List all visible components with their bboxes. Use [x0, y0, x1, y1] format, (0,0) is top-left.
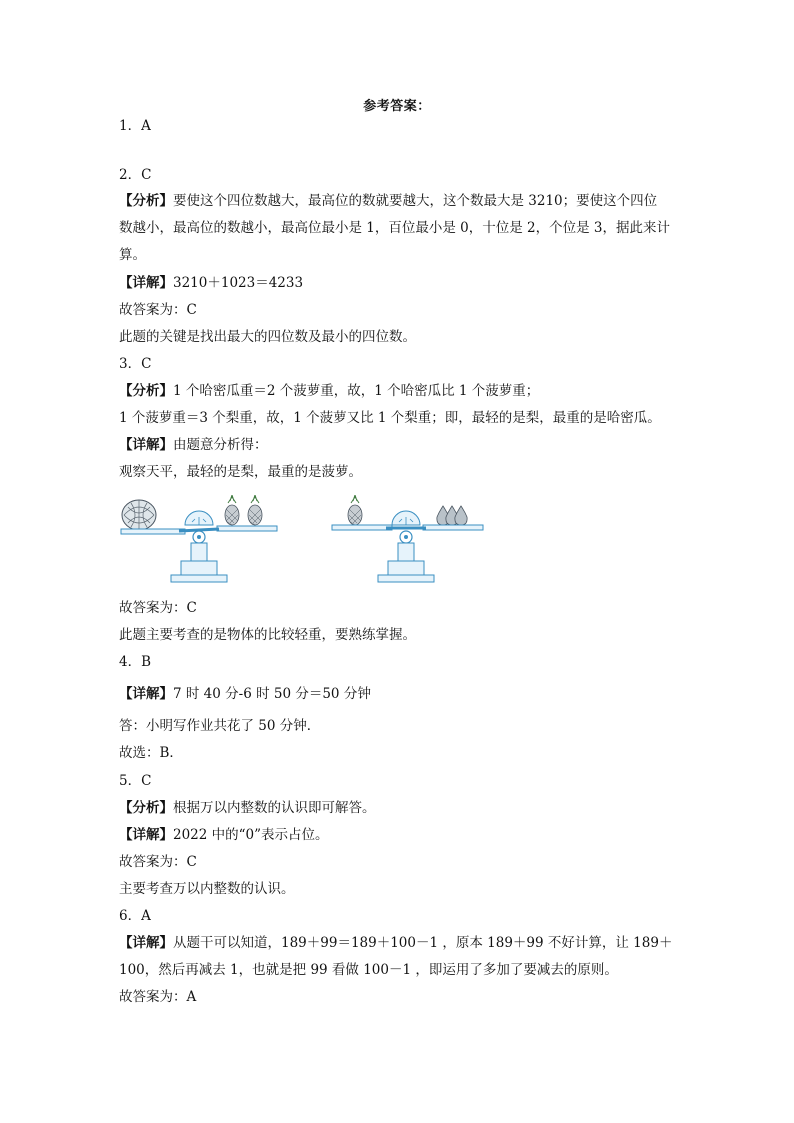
text-line: 此题主要考查的是物体的比较轻重，要熟练掌握。 [119, 627, 416, 643]
pineapple-icon [225, 495, 239, 525]
answer-line: 3．C [119, 356, 152, 372]
text-line: 故答案为：A [119, 989, 197, 1005]
answer-line: 5．C [119, 773, 152, 789]
text-line: 故答案为：C [119, 302, 197, 318]
answer-line: 1．A [119, 118, 151, 134]
text-line: 数越小，最高位的数越小，最高位最小是 1，百位最小是 0，十位是 2，个位是 3，据此来计 [119, 220, 671, 236]
text-line: 故选：B． [119, 745, 183, 761]
text-line: 主要考查万以内整数的认识。 [119, 881, 295, 897]
detail-line: 【详解】7 时 40 分-6 时 50 分＝50 分钟 [119, 686, 371, 702]
text-line: 算。 [119, 247, 146, 263]
page-title: 参考答案： [363, 99, 431, 114]
pineapple-icon [348, 495, 362, 525]
text-line: 100，然后再减去 1，也就是把 99 看做 100－1 ，即运用了多加了要减去的原则。 [119, 962, 618, 978]
text-line: 1 个菠萝重＝3 个梨重，故，1 个菠萝又比 1 个梨重；即，最轻的是梨，最重的是哈密瓜。 [119, 410, 661, 426]
detail-line: 【详解】由题意分析得： [119, 437, 268, 453]
answer-line: 2．C [119, 167, 152, 183]
detail-line: 【详解】2022 中的“0”表示占位。 [119, 827, 329, 843]
text-line: 答：小明写作业共花了 50 分钟． [119, 718, 321, 734]
detail-line: 【详解】从题干可以知道，189＋99＝189＋100－1 ，原本 189＋99 不好计算，让 189＋ [119, 935, 673, 951]
text-line: 故答案为：C [119, 600, 197, 616]
answer-line: 4．B [119, 654, 152, 670]
pear-icon [437, 506, 467, 525]
analysis-line: 【分析】要使这个四位数越大，最高位的数就要越大，这个数最大是 3210；要使这个四位 [119, 193, 658, 209]
detail-line: 【详解】3210＋1023＝4233 [119, 275, 304, 291]
text-line: 此题的关键是找出最大的四位数及最小的四位数。 [119, 329, 416, 345]
pineapple-icon [248, 495, 262, 525]
melon-icon [122, 500, 156, 530]
answer-line: 6．A [119, 908, 151, 924]
balance-scale-illustration-2 [330, 495, 485, 587]
analysis-line: 【分析】1 个哈密瓜重＝2 个菠萝重，故，1 个哈密瓜比 1 个菠萝重； [119, 383, 540, 399]
text-line: 观察天平，最轻的是梨，最重的是菠萝。 [119, 464, 362, 480]
analysis-line: 【分析】根据万以内整数的认识即可解答。 [119, 800, 376, 816]
text-line: 故答案为：C [119, 854, 197, 870]
balance-scale-illustration-1 [119, 495, 279, 587]
